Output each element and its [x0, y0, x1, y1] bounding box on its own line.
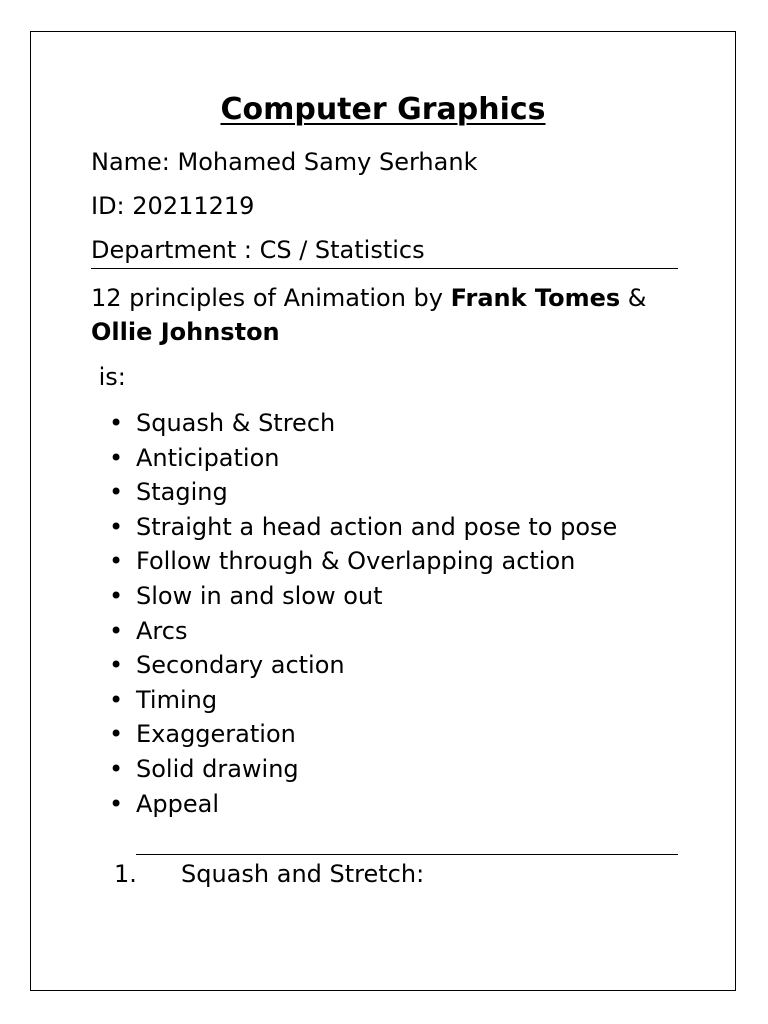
principle-text: Appeal	[136, 789, 220, 818]
author-ollie-johnston: Ollie Johnston	[91, 318, 280, 346]
bullet-icon: •	[109, 789, 124, 818]
bullet-icon: •	[109, 581, 124, 610]
intro-joiner: &	[620, 284, 647, 312]
intro-suffix: is:	[91, 363, 126, 391]
principle-text: Staging	[136, 478, 228, 507]
section-number: 1.	[114, 860, 137, 888]
bullet-icon: •	[109, 409, 124, 437]
name-line: Name: Mohamed Samy Serhank	[91, 148, 478, 176]
document-page	[30, 31, 736, 991]
id-line: ID: 20211219	[91, 192, 255, 220]
department-line: Department : CS / Statistics	[91, 236, 425, 264]
bullet-icon: •	[109, 443, 124, 472]
bullet-icon: •	[109, 547, 124, 576]
bullet-icon: •	[109, 720, 124, 749]
principle-text: Arcs	[136, 616, 188, 645]
section-divider	[136, 854, 678, 855]
principle-text: Secondary action	[136, 651, 345, 680]
principle-text: Solid drawing	[136, 754, 299, 783]
intro-line	[91, 284, 647, 312]
principle-text: Follow through & Overlapping action	[136, 547, 576, 576]
author-frank-tomes: Frank Tomes	[450, 284, 621, 312]
bullet-icon: •	[109, 478, 124, 507]
bullet-icon: •	[109, 512, 124, 541]
principle-text: Exaggeration	[136, 720, 296, 749]
principle-text: Timing	[136, 685, 218, 714]
bullet-icon: •	[109, 651, 124, 680]
bullet-icon: •	[109, 685, 124, 714]
intro-prefix: 12 principles of Animation by	[91, 284, 451, 312]
principle-text: Slow in and slow out	[136, 581, 383, 610]
principle-text: Anticipation	[136, 443, 280, 472]
bullet-icon: •	[109, 616, 124, 645]
document-title: Computer Graphics	[220, 92, 546, 127]
principle-text: Straight a head action and pose to pose	[136, 512, 618, 541]
horizontal-divider	[91, 268, 678, 269]
principle-text: Squash & Strech	[136, 409, 336, 437]
bullet-icon: •	[109, 754, 124, 783]
section-heading: Squash and Stretch:	[181, 860, 425, 888]
